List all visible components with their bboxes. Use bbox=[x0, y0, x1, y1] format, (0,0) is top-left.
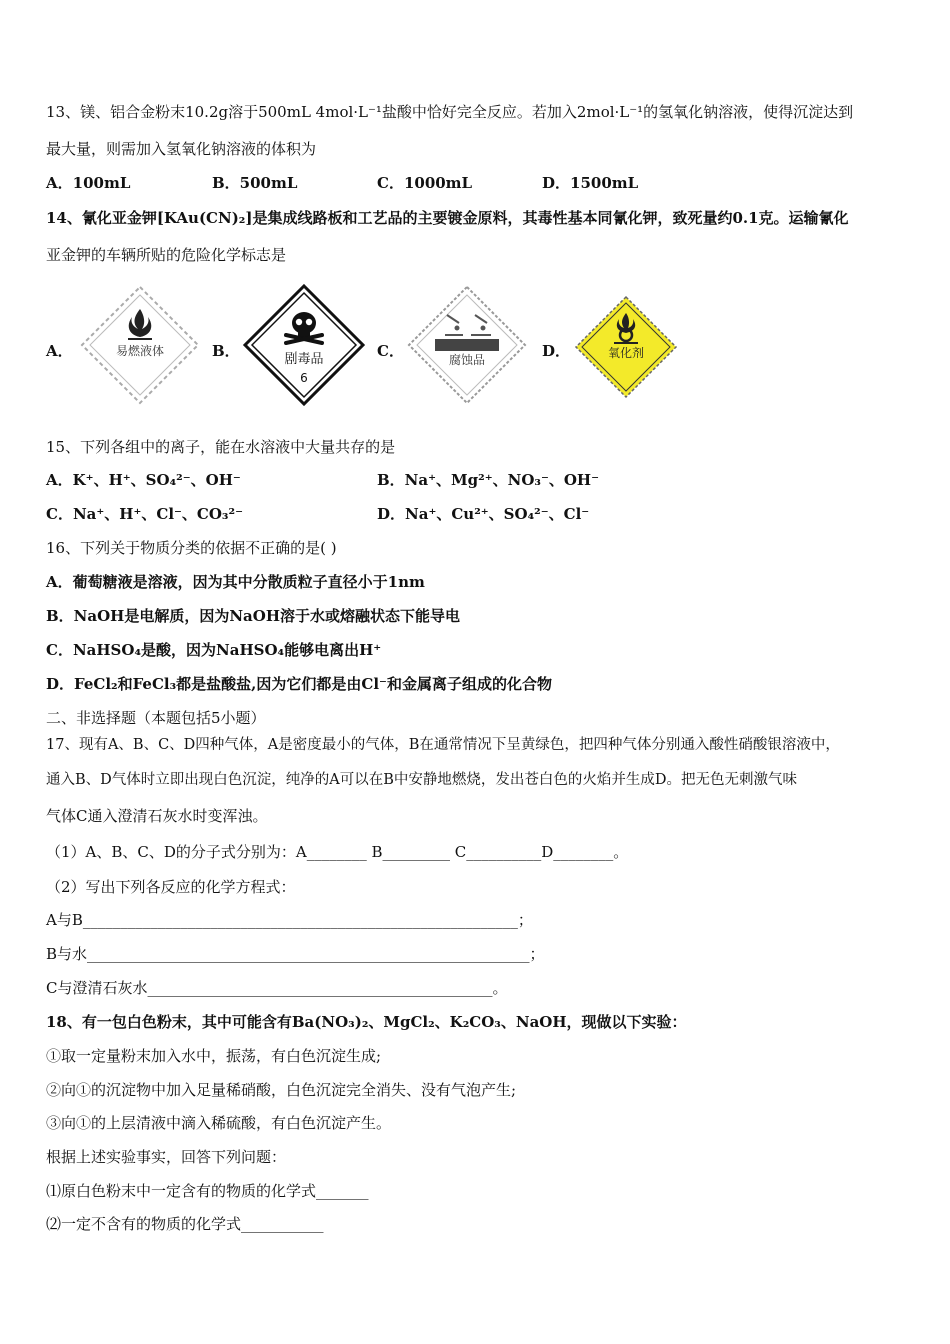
q18-step-3: ③向①的上层清液中滴入稀硫酸，有白色沉淀产生。 bbox=[46, 1114, 392, 1132]
q16-option-d: D．FeCl₂和FeCl₃都是盐酸盐,因为它们都是由Cl⁻和金属离子组成的化合物 bbox=[46, 675, 552, 693]
q18-step-1: ①取一定量粉末加入水中，振荡，有白色沉淀生成; bbox=[46, 1047, 382, 1065]
q13-line2: 最大量，则需加入氢氧化钠溶液的体积为 bbox=[46, 140, 317, 158]
q18-sub-question-2: ⑵一定不含有的物质的化学式___________ bbox=[46, 1215, 324, 1233]
oxidizer-sign bbox=[572, 293, 680, 401]
q15-option-b: B．Na⁺、Mg²⁺、NO₃⁻、OH⁻ bbox=[377, 471, 600, 489]
toxic-sign bbox=[242, 283, 366, 407]
q17-part1: （1）A、B、C、D的分子式分别为：A________ B_________ C__________D________。 bbox=[46, 843, 629, 861]
q18-step-2: ②向①的沉淀物中加入足量稀硝酸，白色沉淀完全消失、没有气泡产生; bbox=[46, 1081, 517, 1099]
q18-stem: 18、有一包白色粉末，其中可能含有Ba(NO₃)₂、MgCl₂、K₂CO₃、NaOH，现做以下实验： bbox=[46, 1013, 687, 1031]
q17-part2: （2）写出下列各反应的化学方程式： bbox=[46, 878, 296, 896]
q16-option-a: A．葡萄糖液是溶液，因为其中分散质粒子直径小于1nm bbox=[46, 573, 425, 591]
flammable-liquid-sign bbox=[78, 283, 202, 407]
toxic-class-number: 6 bbox=[300, 371, 308, 385]
corrosive-sign bbox=[405, 283, 529, 407]
section-2-heading: 二、非选择题（本题包括5小题） bbox=[46, 709, 266, 727]
q14-line2: 亚金钾的车辆所贴的危险化学标志是 bbox=[46, 246, 287, 264]
q16-option-b: B．NaOH是电解质，因为NaOH溶于水或熔融状态下能导电 bbox=[46, 607, 461, 625]
q14-line1: 14、氰化亚金钾[KAu(CN)₂]是集成线路板和工艺品的主要镀金原料，其毒性基本同氰化钾，致死量约0.1克。运输氰化 bbox=[46, 209, 849, 227]
q15-option-c: C．Na⁺、H⁺、Cl⁻、CO₃²⁻ bbox=[46, 505, 243, 523]
oxidizer-text: 氧化剂 bbox=[607, 346, 645, 360]
q18-sub-question-1: ⑴原白色粉末中一定含有的物质的化学式_______ bbox=[46, 1182, 369, 1200]
q14-option-a-label: A． bbox=[46, 342, 73, 360]
q13-line1: 13、镁、铝合金粉末10.2g溶于500mL 4mol·L⁻¹盐酸中恰好完全反应。若加入2mol·L⁻¹的氢氧化钠溶液，使得沉淀达到 bbox=[46, 103, 854, 121]
corrosive-text: 腐蚀品 bbox=[448, 353, 486, 367]
toxic-text: 剧毒品 bbox=[284, 352, 324, 367]
q15-option-d: D．Na⁺、Cu²⁺、SO₄²⁻、Cl⁻ bbox=[377, 505, 590, 523]
q16-option-c: C．NaHSO₄是酸，因为NaHSO₄能够电离出H⁺ bbox=[46, 641, 382, 659]
q17-equation-a-b: A与B__________________________________________________________； bbox=[46, 911, 533, 929]
q14-option-b-label: B． bbox=[212, 342, 240, 360]
q14-option-d-label: D． bbox=[542, 342, 571, 360]
q17-line1: 17、现有A、B、C、D四种气体，A是密度最小的气体，B在通常情况下呈黄绿色，把四种气体分别通入酸性硝酸银溶液中， bbox=[46, 737, 840, 753]
q13-option-d: D．1500mL bbox=[542, 174, 639, 192]
q17-equation-b-water: B与水___________________________________________________________； bbox=[46, 945, 545, 963]
flammable-liquid-text: 易燃液体 bbox=[115, 344, 165, 358]
q15-stem: 15、下列各组中的离子，能在水溶液中大量共存的是 bbox=[46, 438, 396, 456]
q15-option-a: A．K⁺、H⁺、SO₄²⁻、OH⁻ bbox=[46, 471, 241, 489]
q17-line3: 气体C通入澄清石灰水时变浑浊。 bbox=[46, 807, 268, 825]
q16-stem: 16、下列关于物质分类的依据不正确的是( ) bbox=[46, 539, 337, 557]
q17-line2: 通入B、D气体时立即出现白色沉淀，纯净的A可以在B中安静地燃烧，发出苍白色的火焰并生成D。把无色无刺激气味 bbox=[46, 772, 798, 788]
q13-option-a: A．100mL bbox=[46, 174, 131, 192]
q14-option-c-label: C． bbox=[377, 342, 404, 360]
q18-prompt: 根据上述实验事实，回答下列问题： bbox=[46, 1148, 287, 1166]
q17-equation-c-limewater: C与澄清石灰水______________________________________________。 bbox=[46, 979, 508, 997]
q13-option-c: C．1000mL bbox=[377, 174, 473, 192]
q13-option-b: B．500mL bbox=[212, 174, 298, 192]
